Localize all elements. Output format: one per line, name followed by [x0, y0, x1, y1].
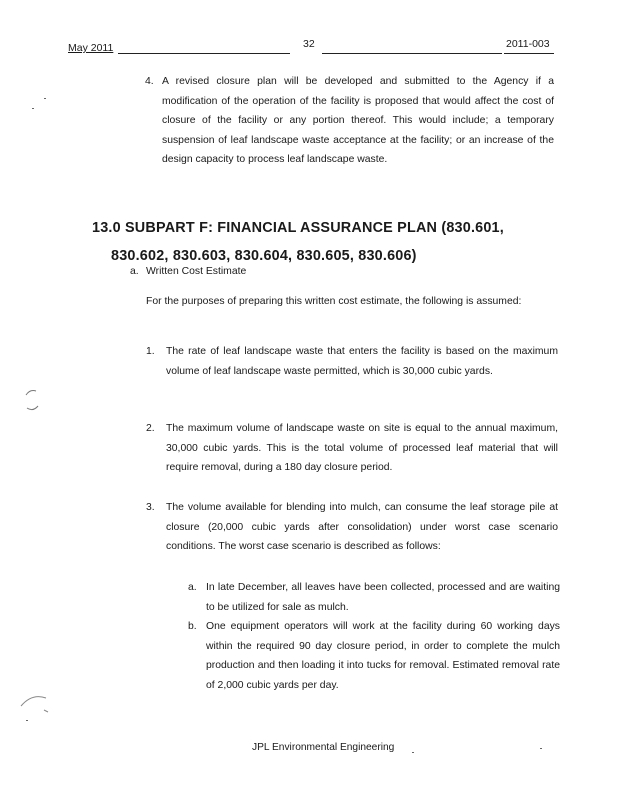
scan-mark-left-arc	[22, 386, 48, 414]
page-header	[0, 38, 619, 56]
scenario-b-letter: b.	[188, 621, 197, 632]
scan-speck-4	[540, 748, 542, 749]
header-document-number: 2011-003	[506, 38, 550, 50]
prior-item-text: A revised closure plan will be developed and submitted to the Agency if a modification of the operation of the facility is proposed that would affect the cost of closure of the facility or any portion thereof. This would include; a temporary suspension of leaf landscape waste acceptance at the facility; or an increase of the design capacity to process leaf landscape waste.	[162, 76, 554, 165]
section-title-line2: 830.602, 830.603, 830.604, 830.605, 830.606)	[111, 248, 417, 264]
scan-speck-5	[26, 720, 28, 721]
header-rule-2	[322, 53, 502, 54]
scenario-a-letter: a.	[188, 582, 197, 593]
scan-speck-3	[412, 752, 414, 753]
header-rule-1	[118, 53, 290, 54]
header-rule-3	[504, 53, 554, 54]
scan-speck-1	[32, 108, 34, 109]
scenario-a-text: In late December, all leaves have been collected, processed and are waiting to be utilized for sale as mulch.	[206, 582, 560, 613]
page-footer: JPL Environmental Engineering	[252, 742, 395, 753]
header-date: May 2011	[68, 42, 114, 54]
intro-paragraph: For the purposes of preparing this written cost estimate, the following is assumed:	[146, 296, 522, 307]
subsection-title: Written Cost Estimate	[146, 266, 247, 277]
assumption-2-number: 2.	[146, 423, 155, 434]
assumption-1-number: 1.	[146, 346, 155, 357]
header-page-number: 32	[303, 38, 315, 50]
section-title-line1: 13.0 SUBPART F: FINANCIAL ASSURANCE PLAN (830.601,	[92, 220, 504, 236]
scan-speck-2	[44, 98, 46, 99]
subsection-letter: a.	[130, 266, 139, 277]
scan-mark-bottom-left	[18, 690, 52, 716]
assumption-1-text: The rate of leaf landscape waste that enters the facility is based on the maximum volume of leaf landscape waste permitted, which is 30,000 cubic yards.	[166, 346, 558, 377]
assumption-2-text: The maximum volume of landscape waste on site is equal to the annual maximum, 30,000 cubic yards. This is the total volume of processed leaf material that will require removal, during a 180 day closure period.	[166, 423, 558, 473]
prior-item-number: 4.	[145, 76, 154, 87]
assumption-3-text: The volume available for blending into mulch, can consume the leaf storage pile at closure (20,000 cubic yards after consolidation) under worst case scenario conditions. The worst case scenario is described as follows:	[166, 502, 558, 552]
assumption-3-number: 3.	[146, 502, 155, 513]
scenario-b-text: One equipment operators will work at the facility during 60 working days within the required 90 day closure period, in order to complete the mulch production and then loading it into tucks for removal. Estimated removal rate of 2,000 cubic yards per day.	[206, 621, 560, 691]
